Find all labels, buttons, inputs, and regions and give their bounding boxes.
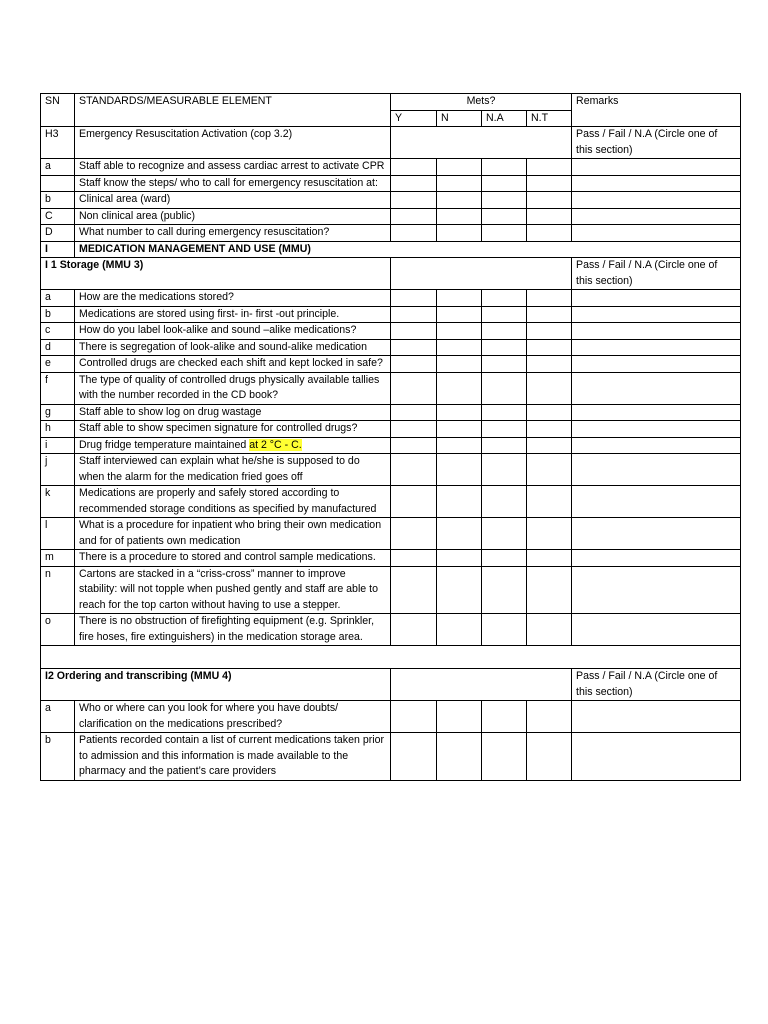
row-text-main: Medications are stored using first- in- first -out principle. [79, 307, 340, 320]
row-text-main: There is a procedure to stored and control sample medications. [79, 551, 376, 563]
check-cell-y[interactable] [391, 733, 437, 781]
check-cell-na[interactable] [482, 437, 527, 454]
check-cell-na[interactable] [482, 339, 527, 356]
check-cell-y[interactable] [391, 208, 437, 225]
check-cell-na[interactable] [482, 486, 527, 518]
check-cell-nt[interactable] [527, 306, 572, 323]
header-standard: STANDARDS/MEASURABLE ELEMENT [75, 94, 391, 127]
check-cell-n[interactable] [437, 192, 482, 209]
row-sn [41, 175, 75, 192]
check-cell-nt[interactable] [527, 437, 572, 454]
check-cell-na[interactable] [482, 225, 527, 242]
row-text [75, 404, 391, 421]
check-cell-n[interactable] [437, 454, 482, 486]
row-text-main: How do you label look-alike and sound –alike medications? [79, 324, 357, 336]
check-cell-y[interactable] [391, 550, 437, 567]
remarks-cell[interactable] [572, 733, 741, 781]
check-cell-na[interactable] [482, 306, 527, 323]
row-sn: h [41, 421, 75, 438]
check-cell-n[interactable] [437, 159, 482, 176]
row-sn: a [41, 290, 75, 307]
check-cell-nt[interactable] [527, 454, 572, 486]
row-text-main: Drug fridge temperature maintained [79, 438, 250, 451]
check-cell-y[interactable] [391, 339, 437, 356]
row-text-main: Non clinical area (public) [79, 209, 195, 222]
section-title: Emergency Resuscitation Activation (cop 3.2) [75, 127, 391, 159]
remarks-cell[interactable] [572, 550, 741, 567]
check-cell-y[interactable] [391, 437, 437, 454]
remarks-cell[interactable] [572, 404, 741, 421]
checklist-row [41, 701, 741, 733]
check-cell-nt[interactable] [527, 486, 572, 518]
row-text [75, 614, 391, 646]
check-cell-y[interactable] [391, 566, 437, 614]
header-n: N [437, 110, 482, 127]
row-sn: e [41, 356, 75, 373]
check-cell-na[interactable] [482, 290, 527, 307]
check-cell-y[interactable] [391, 372, 437, 404]
row-sn: D [41, 225, 75, 242]
row-sn: g [41, 404, 75, 421]
check-cell-na[interactable] [482, 614, 527, 646]
row-text-main: What number to call during emergency resuscitation? [79, 226, 330, 238]
checklist-row [41, 486, 741, 518]
check-cell-nt[interactable] [527, 339, 572, 356]
remarks-cell[interactable] [572, 175, 741, 192]
row-text [75, 159, 391, 176]
row-text [75, 372, 391, 404]
row-text [75, 437, 391, 454]
row-text-main: Medications are properly and safely stored according to recommended storage conditions as specified by manufactured [79, 487, 377, 515]
check-cell-nt[interactable] [527, 566, 572, 614]
check-cell-nt[interactable] [527, 356, 572, 373]
check-cell-n[interactable] [437, 701, 482, 733]
check-cell-nt[interactable] [527, 192, 572, 209]
header-y: Y [391, 110, 437, 127]
check-cell-nt[interactable] [527, 701, 572, 733]
check-cell-nt[interactable] [527, 421, 572, 438]
section-i-header [41, 241, 741, 258]
row-text [75, 306, 391, 323]
row-sn: l [41, 518, 75, 550]
check-cell-n[interactable] [437, 437, 482, 454]
row-text-main: What is a procedure for inpatient who bring their own medication and for of patients own medication [79, 519, 382, 547]
header-remarks: Remarks [572, 94, 741, 127]
row-sn: j [41, 454, 75, 486]
check-cell-nt[interactable] [527, 518, 572, 550]
check-cell-y[interactable] [391, 225, 437, 242]
check-cell-na[interactable] [482, 518, 527, 550]
row-sn: a [41, 159, 75, 176]
section-sn: H3 [41, 127, 75, 159]
pass-fail-remark: Pass / Fail / N.A (Circle one of this section) [572, 669, 741, 701]
row-text [75, 701, 391, 733]
row-sn: b [41, 192, 75, 209]
remarks-cell[interactable] [572, 701, 741, 733]
check-cell-na[interactable] [482, 733, 527, 781]
check-cell-n[interactable] [437, 486, 482, 518]
row-text-main: There is no obstruction of firefighting equipment (e.g. Sprinkler, fire hoses, fire extinguishers) in the medication storage area. [79, 615, 375, 643]
checklist-row [41, 339, 741, 356]
check-cell-y[interactable] [391, 518, 437, 550]
check-cell-y[interactable] [391, 323, 437, 340]
row-text [75, 208, 391, 225]
row-sn: o [41, 614, 75, 646]
check-cell-na[interactable] [482, 356, 527, 373]
checklist-row [41, 208, 741, 225]
checklist-row [41, 225, 741, 242]
check-cell-y[interactable] [391, 159, 437, 176]
checklist-row [41, 290, 741, 307]
check-cell-y[interactable] [391, 290, 437, 307]
check-cell-na[interactable] [482, 421, 527, 438]
remarks-cell[interactable] [572, 486, 741, 518]
check-cell-na[interactable] [482, 175, 527, 192]
section-i1-header [41, 258, 741, 290]
checklist-row [41, 566, 741, 614]
row-sn: n [41, 566, 75, 614]
row-text-main: The type of quality of controlled drugs physically available tallies with the number recorded in the CD book? [79, 373, 380, 401]
remarks-cell[interactable] [572, 518, 741, 550]
row-text-main: Patients recorded contain a list of current medications taken prior to admission and this information is made available to the pharmacy and the patient’s care providers [79, 734, 385, 777]
remarks-cell[interactable] [572, 339, 741, 356]
check-cell-n[interactable] [437, 733, 482, 781]
pass-fail-remark: Pass / Fail / N.A (Circle one of this section) [572, 127, 741, 159]
check-cell-n[interactable] [437, 306, 482, 323]
check-cell-nt[interactable] [527, 733, 572, 781]
row-text [75, 518, 391, 550]
check-cell-n[interactable] [437, 208, 482, 225]
checklist-row [41, 437, 741, 454]
check-cell-y[interactable] [391, 404, 437, 421]
remarks-cell[interactable] [572, 306, 741, 323]
pass-fail-remark: Pass / Fail / N.A (Circle one of this section) [572, 258, 741, 290]
row-text-main: Staff able to show log on drug wastage [79, 405, 262, 418]
row-text [75, 486, 391, 518]
row-text [75, 421, 391, 438]
check-cell-nt[interactable] [527, 159, 572, 176]
check-cell-na[interactable] [482, 454, 527, 486]
checklist-row [41, 614, 741, 646]
section-title: MEDICATION MANAGEMENT AND USE (MMU) [75, 241, 741, 258]
check-cell-nt[interactable] [527, 208, 572, 225]
check-cell-na[interactable] [482, 372, 527, 404]
check-cell-y[interactable] [391, 192, 437, 209]
row-sn: d [41, 339, 75, 356]
check-cell-n[interactable] [437, 225, 482, 242]
check-cell-y[interactable] [391, 421, 437, 438]
section-sn: I [41, 241, 75, 258]
check-cell-nt[interactable] [527, 225, 572, 242]
check-cell-na[interactable] [482, 192, 527, 209]
header-nt: N.T [527, 110, 572, 127]
check-cell-n[interactable] [437, 339, 482, 356]
checklist-row [41, 175, 741, 192]
row-sn: b [41, 733, 75, 781]
row-text-main: Cartons are stacked in a “criss-cross” manner to improve stability: will not topple when pushed gently and staff are able to reach for the top carton without having to use a stepper. [79, 567, 378, 611]
row-text [75, 175, 391, 192]
check-cell-n[interactable] [437, 372, 482, 404]
checklist-table [40, 93, 741, 781]
row-sn: f [41, 372, 75, 404]
remarks-cell[interactable] [572, 437, 741, 454]
check-cell-nt[interactable] [527, 175, 572, 192]
check-cell-y[interactable] [391, 175, 437, 192]
row-text [75, 339, 391, 356]
row-text-main: Who or where can you look for where you have doubts/ clarification on the medications prescribed? [79, 702, 339, 730]
checklist-row [41, 421, 741, 438]
row-text-main: How are the medications stored? [79, 291, 234, 303]
check-cell-y[interactable] [391, 356, 437, 373]
row-text [75, 356, 391, 373]
header-mets: Mets? [391, 94, 572, 111]
header-na: N.A [482, 110, 527, 127]
remarks-cell[interactable] [572, 159, 741, 176]
check-cell-y[interactable] [391, 614, 437, 646]
check-cell-n[interactable] [437, 518, 482, 550]
row-sn: a [41, 701, 75, 733]
section-title: I 1 Storage (MMU 3) [41, 258, 391, 290]
checklist-row [41, 356, 741, 373]
spacer-row [41, 646, 741, 669]
remarks-cell[interactable] [572, 614, 741, 646]
row-text [75, 566, 391, 614]
check-cell-na[interactable] [482, 701, 527, 733]
check-cell-nt[interactable] [527, 614, 572, 646]
check-cell-y[interactable] [391, 486, 437, 518]
header-row [41, 94, 741, 111]
check-cell-n[interactable] [437, 323, 482, 340]
row-sn: C [41, 208, 75, 225]
checklist-row [41, 550, 741, 567]
check-cell-y[interactable] [391, 701, 437, 733]
remarks-cell[interactable] [572, 225, 741, 242]
section-h3-header [41, 127, 741, 159]
row-text [75, 454, 391, 486]
checklist-row [41, 518, 741, 550]
check-cell-n[interactable] [437, 421, 482, 438]
checklist-row [41, 454, 741, 486]
check-cell-nt[interactable] [527, 323, 572, 340]
checklist-row [41, 306, 741, 323]
checklist-row [41, 159, 741, 176]
row-text [75, 192, 391, 209]
row-text-main: Clinical area (ward) [79, 193, 171, 205]
row-text-highlight: at 2 °C - C. [249, 438, 302, 451]
row-text-main: Controlled drugs are checked each shift and kept locked in safe? [79, 357, 383, 369]
checklist-row [41, 323, 741, 340]
row-sn: m [41, 550, 75, 567]
remarks-cell[interactable] [572, 192, 741, 209]
row-text-main: Staff able to recognize and assess cardiac arrest to activate CPR [79, 160, 385, 172]
checklist-row [41, 192, 741, 209]
check-cell-na[interactable] [482, 404, 527, 421]
check-cell-y[interactable] [391, 306, 437, 323]
remarks-cell[interactable] [572, 454, 741, 486]
checklist-row [41, 404, 741, 421]
remarks-cell[interactable] [572, 356, 741, 373]
row-text-main: Staff interviewed can explain what he/she is supposed to do when the alarm for the medication fried goes off [79, 455, 360, 483]
remarks-cell[interactable] [572, 566, 741, 614]
check-cell-nt[interactable] [527, 372, 572, 404]
check-cell-n[interactable] [437, 356, 482, 373]
check-cell-n[interactable] [437, 290, 482, 307]
check-cell-n[interactable] [437, 550, 482, 567]
row-text [75, 733, 391, 781]
check-cell-na[interactable] [482, 550, 527, 567]
row-sn: i [41, 437, 75, 454]
row-sn: b [41, 306, 75, 323]
remarks-cell[interactable] [572, 323, 741, 340]
row-text [75, 550, 391, 567]
check-cell-nt[interactable] [527, 290, 572, 307]
remarks-cell[interactable] [572, 290, 741, 307]
row-sn: c [41, 323, 75, 340]
remarks-cell[interactable] [572, 372, 741, 404]
row-text [75, 225, 391, 242]
section-title: I2 Ordering and transcribing (MMU 4) [41, 669, 391, 701]
row-text-main: There is segregation of look-alike and sound-alike medication [79, 340, 367, 353]
check-cell-n[interactable] [437, 614, 482, 646]
row-text [75, 323, 391, 340]
check-cell-na[interactable] [482, 159, 527, 176]
row-text [75, 290, 391, 307]
row-text-main: Staff know the steps/ who to call for emergency resuscitation at: [79, 176, 378, 189]
checklist-row [41, 372, 741, 404]
row-text-main: Staff able to show specimen signature for controlled drugs? [79, 422, 358, 434]
check-cell-y[interactable] [391, 454, 437, 486]
check-cell-n[interactable] [437, 566, 482, 614]
check-cell-nt[interactable] [527, 404, 572, 421]
remarks-cell[interactable] [572, 421, 741, 438]
check-cell-na[interactable] [482, 566, 527, 614]
checklist-row [41, 733, 741, 781]
header-sn: SN [41, 94, 75, 127]
remarks-cell[interactable] [572, 208, 741, 225]
check-cell-na[interactable] [482, 208, 527, 225]
section-i2-header [41, 669, 741, 701]
row-sn: k [41, 486, 75, 518]
check-cell-n[interactable] [437, 175, 482, 192]
check-cell-nt[interactable] [527, 550, 572, 567]
check-cell-na[interactable] [482, 323, 527, 340]
check-cell-n[interactable] [437, 404, 482, 421]
